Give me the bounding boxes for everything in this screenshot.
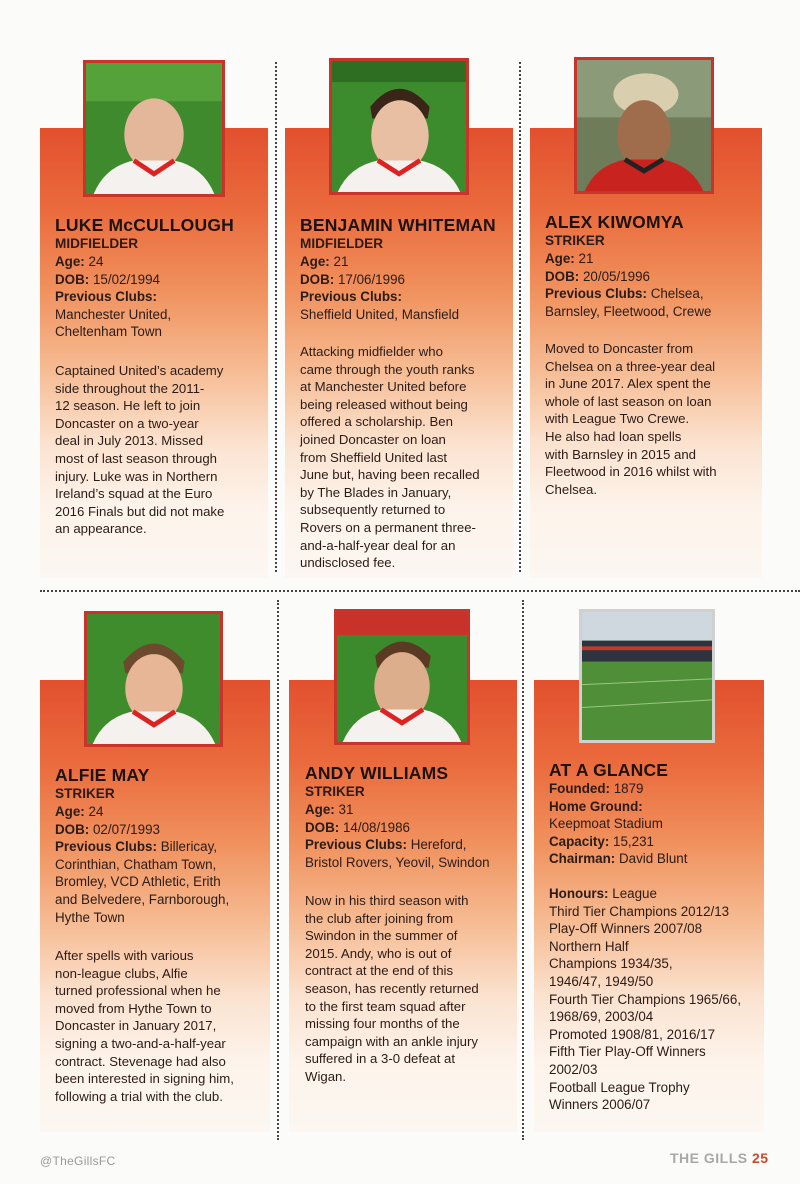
player-dob: DOB: 14/08/1986 [305,819,410,835]
player-bio-andy: Now in his third season with the club after joining from Swindon in the summer of 2015. Andy, who is out of contract at the end of this season, has recently returned to the first team squad after missing four months of the campaign with an ankle injury suffered in a 3-0 defeat at Wigan. [305,893,479,1084]
player-age: Age: 24 [55,254,104,269]
honour-line: Football League Trophy [549,1079,690,1095]
player-dob: DOB: 20/05/1996 [545,268,650,284]
player-photo-benjamin [329,58,469,195]
player-bio-benjamin: Attacking midfielder who came through the youth ranks at Manchester United before being released without being offered a scholarship. Ben joined Doncaster on loan from Sheffield United last June but, having been recalled by The Blades in January, subsequently returned to Rovers on a permanent three- and-a-half-year deal for an undisclosed fee. [300,344,480,571]
previous-clubs-line: Sheffield United, Mansfield [300,306,460,322]
player-info-alex [545,212,760,320]
player-info-andy [305,763,517,871]
previous-clubs-label: Previous Clubs: [300,289,402,305]
previous-clubs: Previous Clubs: Billericay, [55,839,217,855]
player-dob: DOB: 17/06/1996 [300,271,405,287]
honour-line: Third Tier Champions 2012/13 [549,903,730,919]
footer-page-label [670,1150,769,1166]
player-info-alfie [55,765,270,926]
player-age: Age: 24 [55,804,104,819]
previous-clubs-line: Bristol Rovers, Yeovil, Swindon [305,854,490,870]
player-position: MIDFIELDER [55,236,139,251]
honour-line: Promoted 1908/81, 2016/17 [549,1026,716,1042]
honour-line: 2002/03 [549,1061,598,1077]
player-position: STRIKER [545,233,605,248]
previous-clubs-line: Manchester United, [55,306,172,322]
glance-title: AT A GLANCE [549,760,669,780]
glance-capacity: Capacity: 15,231 [549,833,654,849]
glance-chairman: Chairman: David Blunt [549,851,688,867]
player-info-benjamin [300,215,510,323]
previous-clubs-line: and Belvedere, Farnborough, [55,891,230,907]
honour-line: Northern Half [549,938,629,954]
footer-social-handle: @TheGillsFC [40,1154,116,1168]
player-name: LUKE McCULLOUGH [55,215,234,235]
honour-line: Fourth Tier Champions 1965/66, [549,991,742,1007]
honour-line: 1968/69, 2003/04 [549,1009,654,1025]
player-age: Age: 21 [545,251,594,266]
player-photo-luke [83,60,225,197]
player-position: STRIKER [55,786,115,801]
player-age: Age: 31 [305,802,354,817]
player-info-luke [55,215,260,341]
player-photo-andy [334,609,470,745]
glance-honours: Honours: League [549,885,657,901]
previous-clubs-line: Hythe Town [55,909,125,925]
player-photo-alfie [84,611,223,747]
column-divider-right [519,62,521,572]
player-dob: DOB: 15/02/1994 [55,271,160,287]
honour-line: 1946/47, 1949/50 [549,973,654,989]
glance-founded: Founded: 1879 [549,781,644,796]
player-bio-luke: Captained United’s academy side throughout the 2011- 12 season. He left to join Doncaster on a two-year deal in July 2013. Missed most of last season through injury. Luke was in Northern Ireland’s squad at the Euro 2016 Finals but did not make an appearance. [55,363,225,537]
glance-ground-label: Home Ground: [549,798,643,814]
column-divider-left-bottom [277,600,279,1140]
honour-line: Winners 2006/07 [549,1097,651,1113]
player-age: Age: 21 [300,254,349,269]
previous-clubs-line: Cheltenham Town [55,324,162,340]
honour-line: Fifth Tier Play-Off Winners [549,1044,706,1060]
previous-clubs-line: Barnsley, Fleetwood, Crewe [545,303,712,319]
row-divider [40,590,800,592]
glance-ground: Keepmoat Stadium [549,816,663,832]
glance-info [549,760,764,1114]
previous-clubs: Previous Clubs: Hereford, [305,837,467,853]
column-divider-right-bottom [522,600,524,1140]
player-name: ALEX KIWOMYA [545,212,684,232]
player-position: STRIKER [305,784,365,799]
stadium-photo [579,609,715,743]
player-position: MIDFIELDER [300,236,384,251]
honour-line: Play-Off Winners 2007/08 [549,921,703,937]
previous-clubs-label: Previous Clubs: [55,289,157,305]
footer-section: THE GILLS [670,1150,748,1166]
player-name: ALFIE MAY [55,765,150,785]
player-photo-alex [574,57,714,194]
player-bio-alex: Moved to Doncaster from Chelsea on a three-year deal in June 2017. Alex spent the whole of last season on loan with League Two Crewe. He also had loan spells with Barnsley in 2015 and Fleetwood in 2016 whilst with Chelsea. [545,341,717,497]
player-dob: DOB: 02/07/1993 [55,821,160,837]
page-number: 25 [752,1150,769,1166]
previous-clubs: Previous Clubs: Chelsea, [545,286,704,302]
player-bio-alfie: After spells with various non-league clubs, Alfie turned professional when he moved from Hythe Town to Doncaster in January 2017, signing a two-and-a-half-year contract. Stevenage had also been interested in signing him, following a trial with the club. [55,948,234,1104]
column-divider-left [275,62,277,572]
honour-line: Champions 1934/35, [549,956,673,972]
previous-clubs-line: Corinthian, Chatham Town, [55,856,217,872]
player-name: BENJAMIN WHITEMAN [300,215,496,235]
player-name: ANDY WILLIAMS [305,763,449,783]
previous-clubs-line: Bromley, VCD Athletic, Erith [55,874,221,890]
